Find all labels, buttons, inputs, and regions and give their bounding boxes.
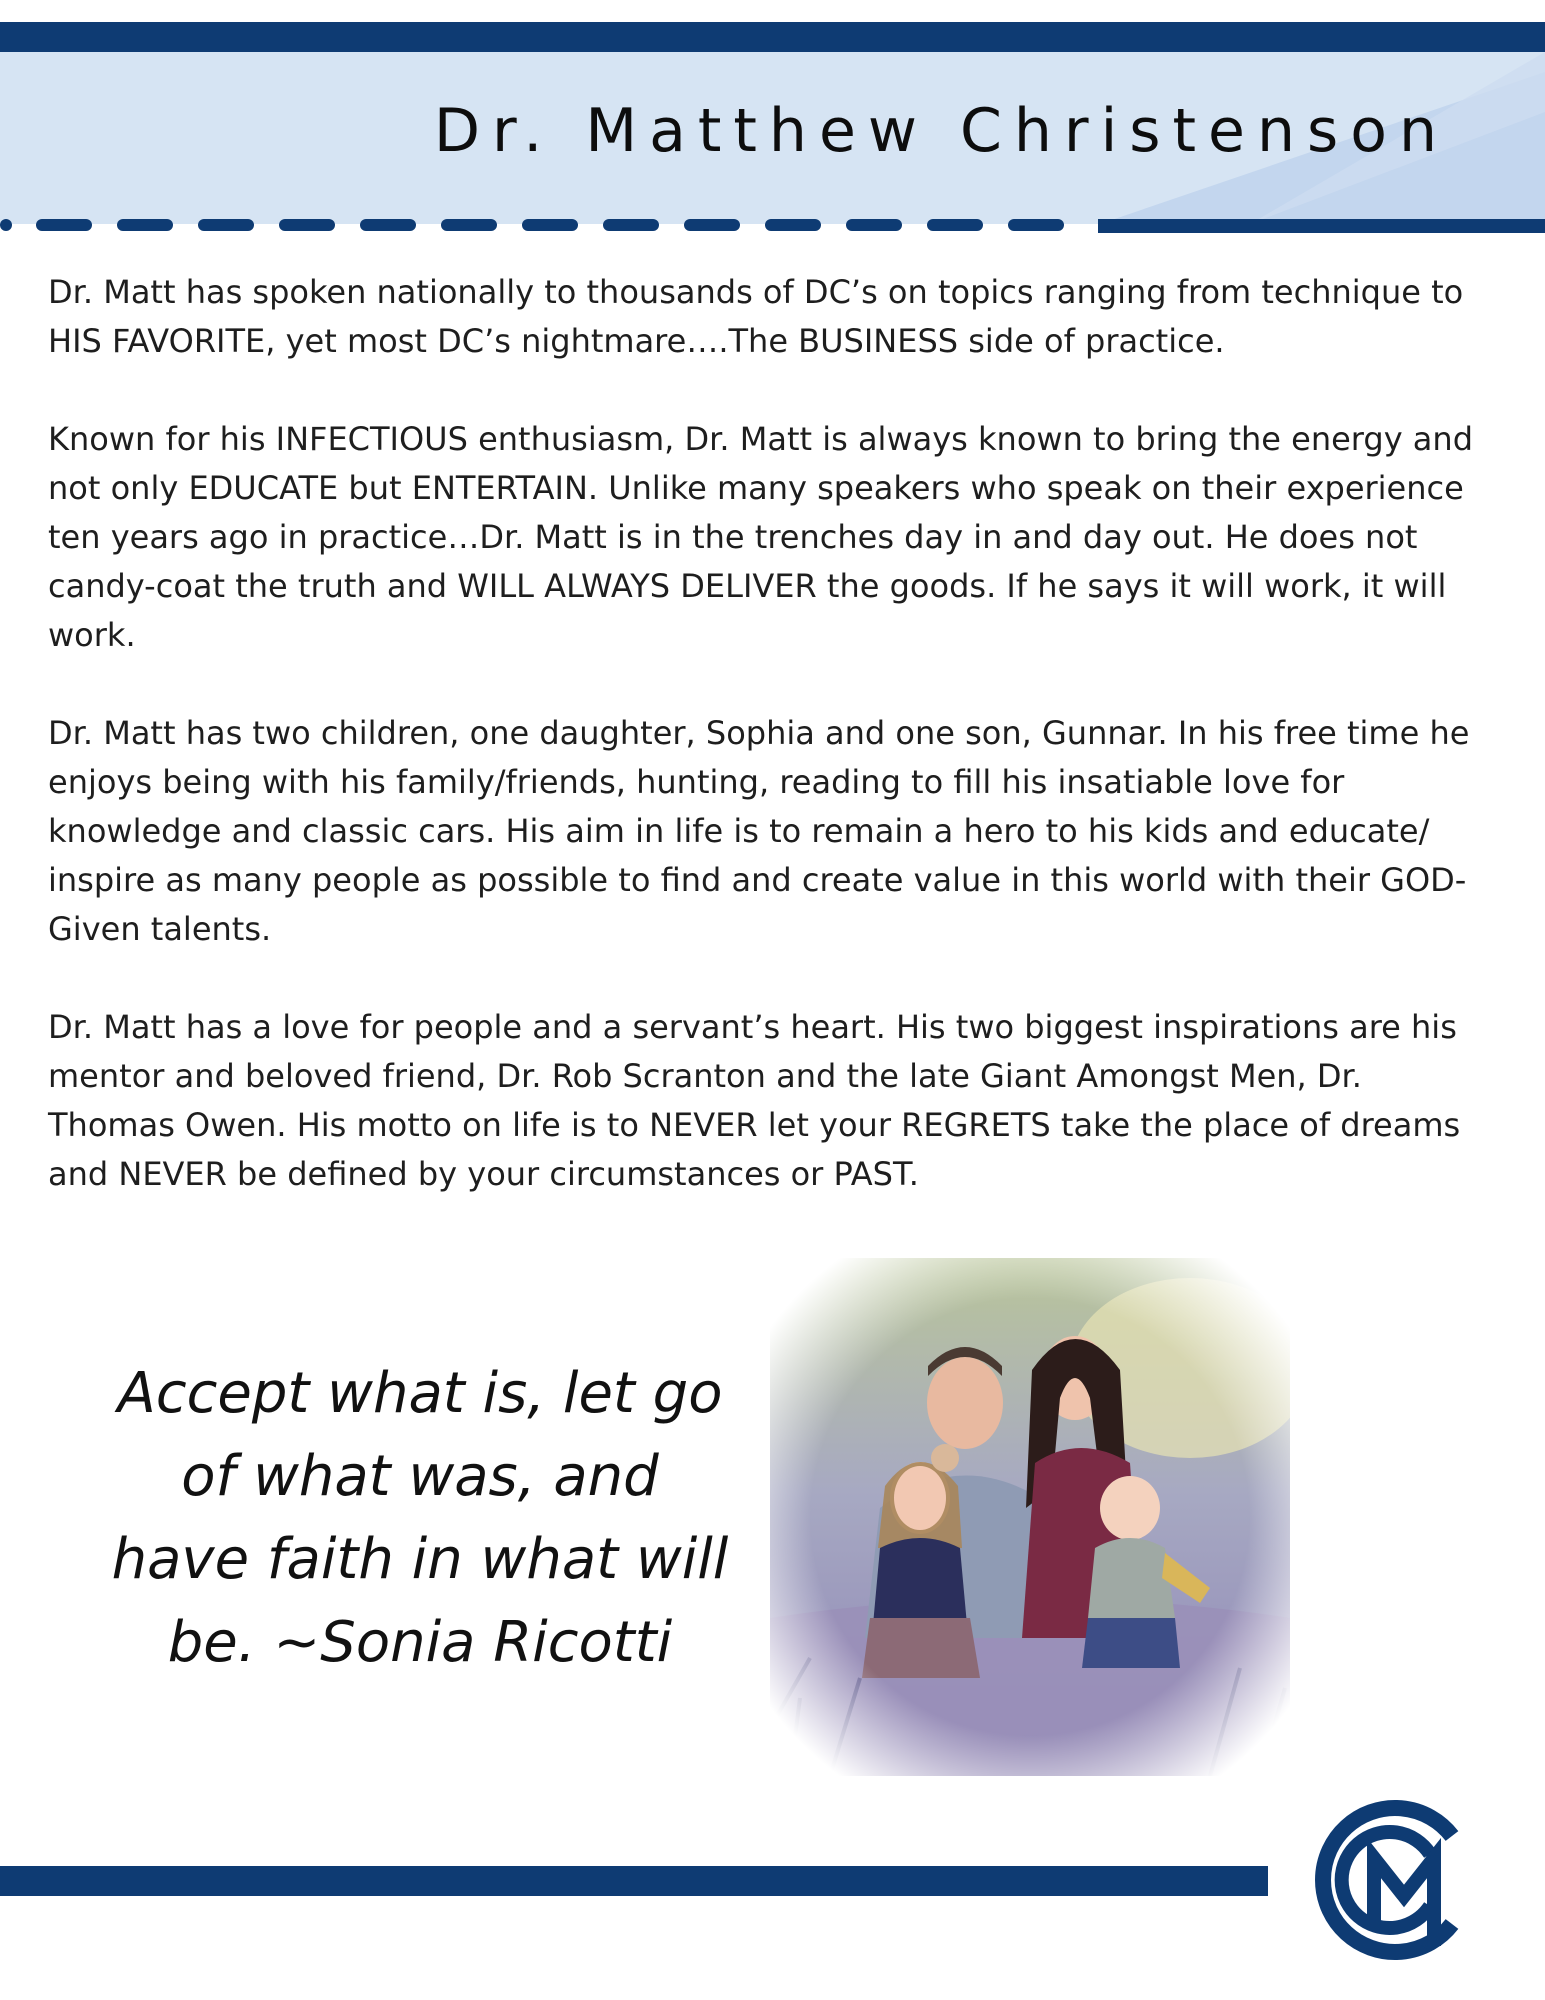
- top-accent-bar: [0, 22, 1545, 52]
- bio-paragraph: Dr. Matt has two children, one daughter, Sophia and one son, Gunnar. In his free time he enjoys being with his family/friends, hunting, reading to fill his insatiable love for knowledge and classic cars. His aim in life is to remain a hero to his kids and educate/ inspire as many people as possible to find and create value in this world with their GOD-Given talents.: [48, 714, 1470, 948]
- dashed-divider: [0, 216, 1545, 234]
- family-photo: [770, 1258, 1290, 1776]
- bottom-accent-bar: [0, 1866, 1268, 1896]
- bio-paragraph: Known for his INFECTIOUS enthusiasm, Dr. Matt is always known to bring the energy and not only EDUCATE but ENTERTAIN. Unlike many speakers who speak on their experience ten years ago in practice…Dr. Matt is in the trenches day in and day out. He does not candy-coat the truth and WILL ALWAYS DELIVER the goods. If he says it will work, it will work.: [48, 420, 1473, 654]
- bio-section: [48, 268, 1488, 1248]
- bio-paragraph: Dr. Matt has spoken nationally to thousands of DC’s on topics ranging from technique to HIS FAVORITE, yet most DC’s nightmare….The BUSINESS side of practice.: [48, 273, 1464, 360]
- cm-monogram-logo: [1312, 1796, 1472, 1964]
- quote-text: Accept what is, let go of what was, and have faith in what will be. ~Sonia Ricotti: [111, 1361, 729, 1675]
- page-title: Dr. Matthew Christenson: [433, 96, 1449, 166]
- bio-paragraph: Dr. Matt has a love for people and a servant’s heart. His two biggest inspirations are his mentor and beloved friend, Dr. Rob Scranton and the late Giant Amongst Men, Dr. Thomas Owen. His motto on life is to NEVER let your REGRETS take the place of dreams and NEVER be defined by your circumstances or PAST.: [48, 1008, 1461, 1193]
